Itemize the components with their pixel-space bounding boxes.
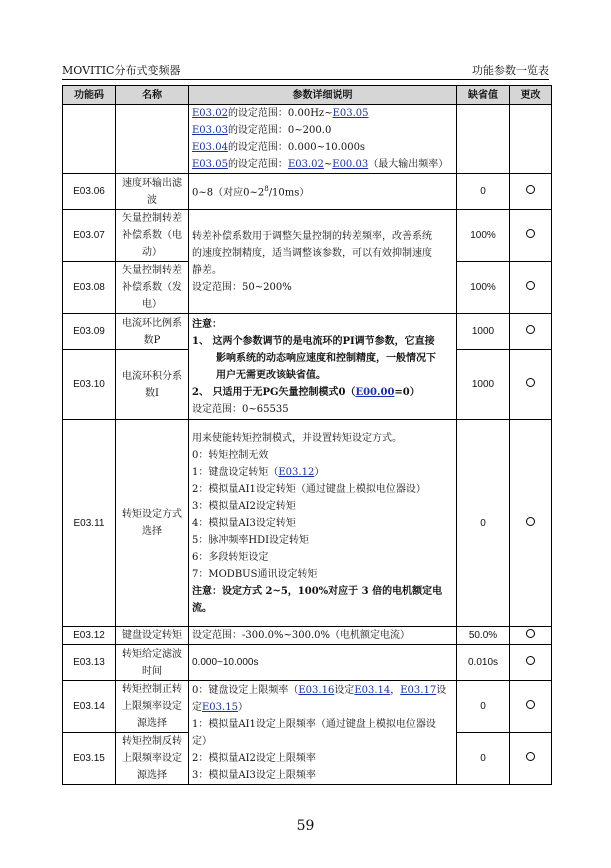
- cont-desc: E03.02的设定范围：0.00Hz~E03.05 E03.03的设定范围：0~200.0 E03.04的设定范围：0.000~10.000s E03.05的设定范围：E03.02~E00.03（最大输出频率）: [189, 105, 457, 174]
- table-row: E03.09 电流环比例系数P 注意： 1、 这两个参数调节的是电流环的PI调节参数，它直接 影响系统的动态响应速度和控制精度，一般情况下 用户无需更改该缺省值。 2、 只适用于无PG矢量控制模式0（E00.00=0） 设定范围：0~65535 1000: [63, 314, 552, 350]
- header-product: MOVITIC分布式变频器: [62, 64, 181, 77]
- modifiable-icon: [526, 229, 535, 238]
- parameter-table: [62, 85, 552, 785]
- link[interactable]: E03.17: [400, 684, 437, 696]
- modifiable-icon: [526, 656, 535, 665]
- table-row: E03.11 转矩设定方式选择 用来使能转矩控制模式，并设置转矩设定方式。 0：转矩控制无效 1：键盘设定转矩（E03.12） 2：模拟量AI1设定转矩（通过键盘上模拟电位器设） 3：模拟量AI2设定转矩 4：模拟量AI3设定转矩 5：脉冲频率HDI设定转矩 6：多段转矩设定 7：MODBUS通讯设定转矩 注意：设定方式 2~5，100%对应于 3 倍的电机额定电 流。 0: [63, 420, 552, 627]
- modifiable-icon: [526, 517, 535, 526]
- link[interactable]: E03.05: [192, 159, 228, 170]
- header-section: 功能参数一览表: [472, 64, 549, 77]
- col-desc: 参数详细说明: [189, 86, 457, 105]
- link[interactable]: E03.16: [298, 684, 335, 696]
- link[interactable]: E03.15: [202, 701, 238, 713]
- header-divider: [62, 79, 549, 80]
- table-row: [63, 105, 552, 174]
- link[interactable]: E03.02: [287, 159, 324, 170]
- link[interactable]: E03.14: [354, 684, 391, 696]
- modifiable-icon: [526, 378, 535, 387]
- col-change: 更改: [510, 86, 552, 105]
- modifiable-icon: [526, 629, 535, 638]
- table-row: E03.08 矢量控制转差补偿系数（发电） 100%: [63, 262, 552, 314]
- link[interactable]: E00.: [355, 386, 381, 398]
- table-row: E03.13 转矩给定滤波时间 0.000~10.000s 0.010s: [63, 645, 552, 681]
- current-loop-desc: 注意： 1、 这两个参数调节的是电流环的PI调节参数，它直接 影响系统的动态响应速度和控制精度，一般情况下 用户无需更改该缺省值。 2、 只适用于无PG矢量控制模式0（E00.00=0） 设定范围：0~65535: [189, 314, 457, 420]
- modifiable-icon: [526, 700, 535, 709]
- table-row: E03.12 键盘设定转矩 设定范围：-300.0%~300.0%（电机额定电流） 50.0%: [63, 627, 552, 645]
- modifiable-icon: [526, 185, 535, 194]
- link[interactable]: E00.03: [332, 159, 369, 170]
- torque-mode-desc: 用来使能转矩控制模式，并设置转矩设定方式。 0：转矩控制无效 1：键盘设定转矩（E03.12） 2：模拟量AI1设定转矩（通过键盘上模拟电位器设） 3：模拟量AI2设定转矩 4：模拟量AI3设定转矩 5：脉冲频率HDI设定转矩 6：多段转矩设定 7：MODBUS通讯设定转矩 注意：设定方式 2~5，100%对应于 3 倍的电机额定电 流。: [189, 420, 457, 627]
- upper-freq-desc: 0：键盘设定上限频率（E03.16设定E03.14，E03.17设 定E03.15） 1：模拟量AI1设定上限频率（通过键盘上模拟电位器设 定） 2：模拟量AI2设定上限频率 3：模拟量AI3设定上限频率: [189, 681, 457, 785]
- table-row: E03.10 电流环积分系数I 1000: [63, 350, 552, 420]
- table-row: E03.07 矢量控制转差补偿系数（电动） 转差补偿系数用于调整矢量控制的转差频率，改善系统 的速度控制精度，适当调整该参数，可以有效抑制速度 静差。 设定范围：50~200% 100%: [63, 210, 552, 262]
- col-default: 缺省值: [457, 86, 510, 105]
- table-header-row: [63, 86, 552, 105]
- modifiable-icon: [526, 752, 535, 761]
- table-row: E03.15 转矩控制反转上限频率设定源选择 0: [63, 733, 552, 785]
- slip-desc: 转差补偿系数用于调整矢量控制的转差频率，改善系统 的速度控制精度，适当调整该参数，可以有效抑制速度 静差。 设定范围：50~200%: [189, 210, 457, 314]
- col-name: 名称: [116, 86, 189, 105]
- link[interactable]: E03.04: [192, 142, 228, 153]
- col-code: 功能码: [63, 86, 116, 105]
- modifiable-icon: [526, 281, 535, 290]
- link[interactable]: E03.02: [192, 108, 228, 119]
- page-number: 59: [296, 818, 315, 834]
- modifiable-icon: [526, 325, 535, 334]
- table-row: E03.06 速度环输出滤波 0~8（对应$0\sim 2^8/10ms$） 0: [63, 174, 552, 210]
- link[interactable]: E03.03: [192, 125, 228, 136]
- link[interactable]: E03.12: [278, 466, 315, 478]
- link[interactable]: 00: [380, 386, 395, 398]
- table-row: E03.14 转矩控制正转上限频率设定源选择 0：键盘设定上限频率（E03.16设定E03.14，E03.17设 定E03.15） 1：模拟量AI1设定上限频率（通过键盘上模拟电位器设 定） 2：模拟量AI2设定上限频率 3：模拟量AI3设定上限频率 0: [63, 681, 552, 733]
- link[interactable]: E03.05: [332, 108, 369, 119]
